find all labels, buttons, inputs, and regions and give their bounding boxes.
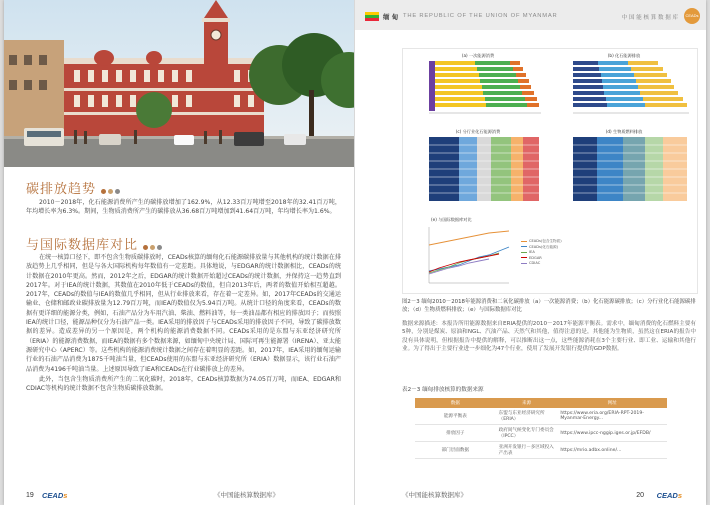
section-title-text: 碳排放趋势 xyxy=(26,181,97,196)
paragraph-text: 此外，当包含生物质消费所产生的二氧化碳时，2018年，CEADs核算数据为74.05百万吨，而IEA、EDGAR和CDIAC等机构的统计数据不包含生物质碳排放数据。 xyxy=(26,375,341,393)
panel-b xyxy=(555,53,693,119)
table-cell: 部门层面数据 xyxy=(415,442,496,459)
table-cell-link[interactable]: https://www.eria.org/ERIA-RPT-2019-Myanmar-Energy... xyxy=(557,408,667,425)
ceads-brand xyxy=(657,491,682,500)
page-number: 20 xyxy=(636,492,644,499)
panel-title: (e) 与国际数据库对比 xyxy=(431,217,472,222)
panel-title: (a) 一次能源消费 xyxy=(461,53,495,58)
section-title-db-comparison xyxy=(26,234,164,253)
legend-label: EDGAR xyxy=(529,255,542,260)
table-cell: 排放因子 xyxy=(415,425,496,442)
paragraph-text: 在统一核算口径下，即不包含生物质碳排放时，CEADs核算的缅甸化石能源碳排放量与其他机构的统计数据在排放趋势上几乎相同，但是与各大国际机构每年数值有一定差距。具体地说，与EDGAR的统计数据相比，CEADs的统计数据在2010年更高。然而，2012年之后，EDGAR的统计数据开始超过CEADs的统计数据，并保持这一趋势直到2017年。对于IEA的统计数据，其数值在2010年低于CEADs的数值，但自2013年后，两者的数值开始相互超越。2017年，CEADs的数值与IEA的数值几乎相同，但从行业排放来看，存在着一定差异。如，2017年CEADs的交通运输业、仓储和邮政业碳排放量为12.79百万吨，而IEA的数值仅为5.94百万吨。从统计口径的角度来看，CEADs的数据有更详细的能源分类，例如，石油产品分为车用汽油、柴油、燃料油等，每一类油品都有相应的排放因子；而按照IEA的统计口径，能源品种仅分为石油产品一类。IEA采用的排放因子与CEADs采用的排放因子不同，导致了碳排放数据的差异。造成差异的另一个原因是，两个机构的能源消费数据不同。CEADs采用的是东盟与东亚经济研究所（ERIA）的能源消费数据，而IEA的数据有多个数据来源，如缅甸中央统计局、国际可再生能源署（IRENA）、亚太能源研究中心（APERC）等。这些机构的能源消费统计数据之间存在着明显的差距。如，2017年，IEA采用的缅甸运输行业的石油产品消费为1875千吨油当量，但CEADs使用的东盟与东亚经济研究所（ERIA）数据显示，该行业石油产品消费为4196千吨油当量。上述原因导致了IEA和CEADs在行业碳排放上的差异。 xyxy=(26,254,341,373)
panel-title: (b) 化石能源排放 xyxy=(607,53,641,58)
panel-title: (c) 分行业化石能源消费 xyxy=(455,129,501,134)
yangon-street-photo xyxy=(4,0,355,167)
figure-caption: 图2－3 缅甸2010－2018年能源消费和二氧化碳排放（a）一次能源消费；（b）化石能源碳排放；（c）分行业化石能源碳排放；（d）生物质燃料排放；（e）与国际数据库对比 xyxy=(402,299,696,313)
table-cell: 亚洲开发银行－多区域投入产出表 xyxy=(496,442,558,459)
brand-text: CEAD xyxy=(42,491,64,500)
brand-suffix: s xyxy=(677,491,682,500)
table-header-cell: 来源 xyxy=(496,398,558,408)
table-cell: 东盟与东亚经济研究所（ERIA） xyxy=(496,408,558,425)
legend-label: CDIAC xyxy=(529,261,541,265)
section-title-text: 与国际数据库对比 xyxy=(26,237,139,252)
legend-label: IEA xyxy=(529,250,535,254)
page-number: 19 xyxy=(26,492,34,499)
table-cell-link[interactable]: https://mrio.adbx.online/... xyxy=(557,442,667,459)
footer-title: 《中国能核算数据库》 xyxy=(402,491,467,499)
emissions-figure xyxy=(402,48,698,294)
right-footer xyxy=(355,483,706,505)
legend-label: CEADs(包含生物质) xyxy=(529,239,562,243)
table-header-cell: 数据 xyxy=(415,398,496,408)
section-title-emission-trend xyxy=(26,178,122,197)
footer-title: 《中国能核算数据库》 xyxy=(214,491,279,499)
brand-suffix: s xyxy=(63,491,68,500)
book-spread xyxy=(4,0,706,505)
ceads-logo-icon: CEADs xyxy=(684,8,700,24)
panel-d xyxy=(555,129,693,209)
table-cell: 政府间气候变化专门委员会（IPCC） xyxy=(496,425,558,442)
table-title: 表2－3 缅甸排放核算的数据来源 xyxy=(402,387,484,393)
data-source-note: 数据来源描述：本报告所用能源数据来自ERIA提供的2010－2017年能源平衡表。需求中，缅甸消费的化石燃料主要有5种，分别是煤炭、原油和NGL、汽油产品、天然气和其他，值得注意的是，其他能为生物质，虽然这在ERIA的报告中没有具体说明，但根据报告中提供的解释，可以推断出这一点，这些能源消耗在3个主要行业、即工业、运输和其他行业。为了得出于主要行业进一步细化为47个行业，使用了发展开发银行提供的GDP数据。 xyxy=(402,321,696,353)
db-comparison-body xyxy=(26,253,341,394)
table-cell: 能源平衡表 xyxy=(415,408,496,425)
title-dots-decoration xyxy=(101,182,122,197)
data-source-table xyxy=(415,398,667,459)
page-header xyxy=(355,0,706,30)
table-row xyxy=(415,442,667,459)
table-row xyxy=(415,408,667,425)
myanmar-flag-icon xyxy=(365,12,379,21)
brand-text: CEAD xyxy=(656,491,678,500)
panel-title: (d) 生物质燃料排放 xyxy=(605,129,643,134)
title-dots-decoration xyxy=(143,238,164,253)
right-page xyxy=(355,0,706,505)
panel-a xyxy=(411,53,545,119)
country-name-cn: 缅 甸 xyxy=(383,13,399,21)
table-header-cell: 网址 xyxy=(557,398,667,408)
panel-e xyxy=(411,217,581,291)
country-name-en: THE REPUBLIC OF THE UNION OF MYANMAR xyxy=(403,12,558,19)
emission-trend-paragraph xyxy=(26,198,341,218)
table-header-row xyxy=(415,398,667,408)
ceads-brand xyxy=(42,491,67,500)
header-database-name: 中 国 能 核 算 数 据 库 xyxy=(621,14,678,21)
panel-c xyxy=(411,129,545,209)
table-cell-link[interactable]: https://www.ipcc-nggip.iges.or.jp/EFDB/ xyxy=(557,425,667,442)
panel-e-legend xyxy=(521,239,562,267)
paragraph-text: 2010－2018年，化石能源消费所产生的碳排放增加了162.9%，从12.33百万吨增至2018年的32.41百万吨，年均增长率为6.3%。期间，生物质消费所产生的碳排放从36.68百万吨增加到41.64百万吨，年均增长率为1.6%。 xyxy=(26,199,341,216)
left-footer xyxy=(4,483,354,505)
table-row xyxy=(415,425,667,442)
left-page xyxy=(4,0,355,505)
legend-item xyxy=(521,261,562,267)
legend-label: CEADs(化石能源) xyxy=(529,244,559,249)
